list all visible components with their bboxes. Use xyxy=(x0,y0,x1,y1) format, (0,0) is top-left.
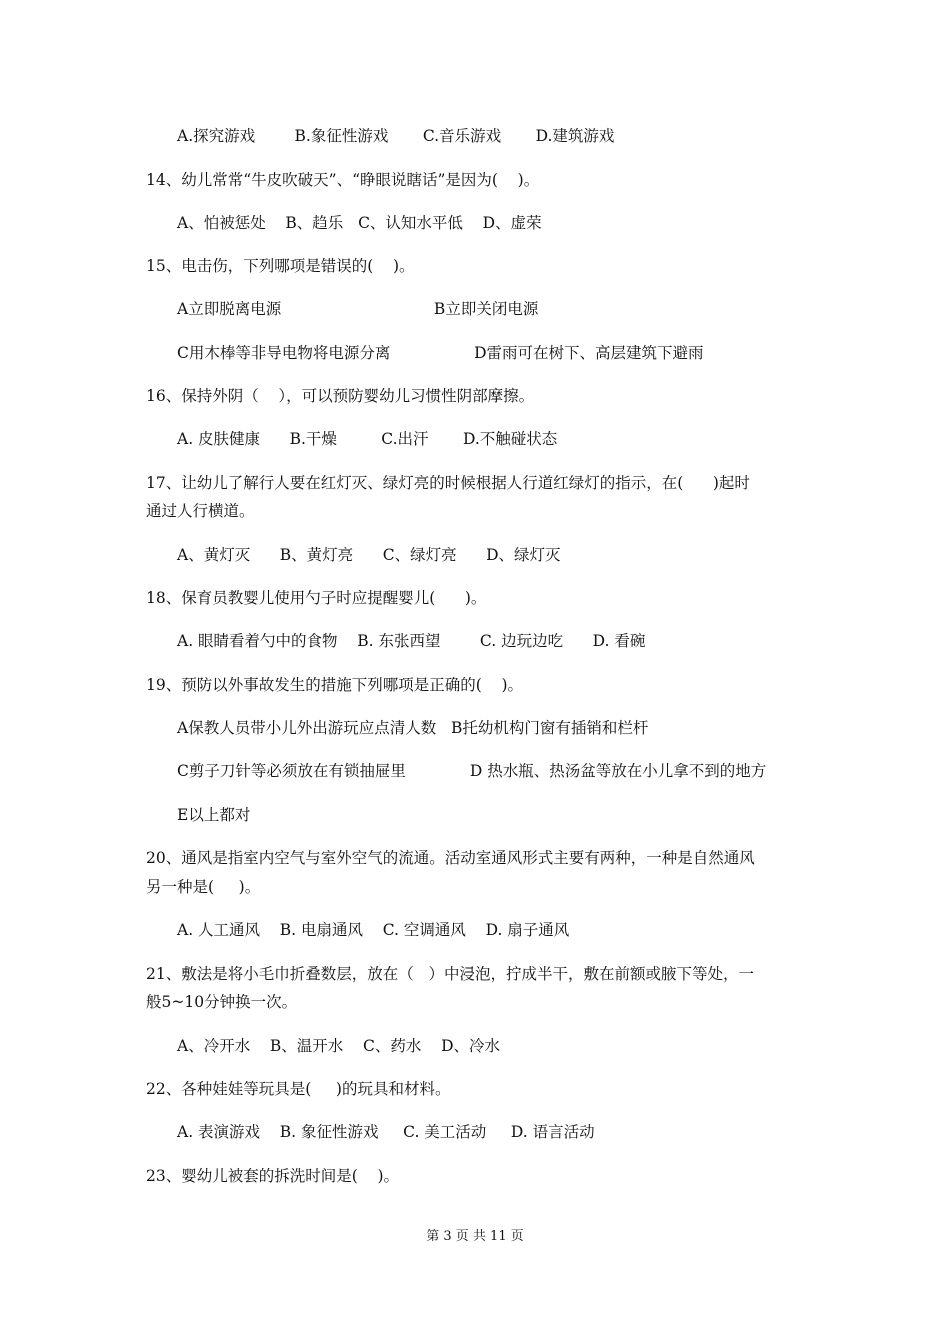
q18-options: A. 眼睛看着勺中的食物 B. 东张西望 C. 边玩边吃 D. 看碗 xyxy=(177,632,646,650)
q19-question: 19、预防以外事故发生的措施下列哪项是正确的( )。 xyxy=(146,676,524,694)
q14-question: 14、幼儿常常“牛皮吹破天”、“睁眼说瞎话”是因为( )。 xyxy=(146,171,540,189)
q22-options: A. 表演游戏 B. 象征性游戏 C. 美工活动 D. 语言活动 xyxy=(177,1123,595,1141)
q17-question-line1: 17、让幼儿了解行人要在红灯灭、绿灯亮的时候根据人行道红绿灯的指示，在( )起时 xyxy=(146,474,750,492)
q21-options: A、冷开水 B、温开水 C、药水 D、冷水 xyxy=(177,1037,500,1055)
q22-question: 22、各种娃娃等玩具是( )的玩具和材料。 xyxy=(146,1080,451,1098)
q20-question-line2: 另一种是( )。 xyxy=(146,878,261,896)
page-footer: 第 3 页 共 11 页 xyxy=(426,1229,524,1244)
q14-options: A、怕被惩处 B、趋乐 C、认知水平低 D、虚荣 xyxy=(177,214,542,232)
q19-options-row3: E以上都对 xyxy=(177,806,251,824)
q16-options: A. 皮肤健康 B.干燥 C.出汗 D.不触碰状态 xyxy=(177,430,558,448)
q18-question: 18、保育员教婴儿使用勺子时应提醒婴儿( )。 xyxy=(146,589,487,607)
q19-options-row2: C剪子刀针等必须放在有锁抽屉里 D 热水瓶、热汤盆等放在小儿拿不到的地方 xyxy=(177,762,767,780)
q20-question-line1: 20、通风是指室内空气与室外空气的流通。活动室通风形式主要有两种，一种是自然通风 xyxy=(146,849,755,867)
q23-question: 23、婴幼儿被套的拆洗时间是( )。 xyxy=(146,1167,400,1185)
q16-question: 16、保持外阴（ ），可以预防婴幼儿习惯性阴部摩擦。 xyxy=(146,387,535,405)
q21-question-line1: 21、敷法是将小毛巾折叠数层，放在（ ）中浸泡，拧成半干，敷在前额或腋下等处，一 xyxy=(146,965,755,983)
q20-options: A. 人工通风 B. 电扇通风 C. 空调通风 D. 扇子通风 xyxy=(177,921,570,939)
q17-options: A、黄灯灭 B、黄灯亮 C、绿灯亮 D、绿灯灭 xyxy=(177,546,561,564)
q19-options-row1: A保教人员带小儿外出游玩应点清人数 B托幼机构门窗有插销和栏杆 xyxy=(177,719,649,737)
q15-question: 15、电击伤，下列哪项是错误的( )。 xyxy=(146,257,415,275)
q21-question-line2: 般5~10分钟换一次。 xyxy=(146,993,298,1011)
q17-question-line2: 通过人行横道。 xyxy=(146,502,255,520)
q15-options-row2: C用木棒等非导电物将电源分离 D雷雨可在树下、高层建筑下避雨 xyxy=(177,344,704,362)
q15-options-row1: A立即脱离电源 B立即关闭电源 xyxy=(177,300,539,318)
q13-options: A.探究游戏 B.象征性游戏 C.音乐游戏 D.建筑游戏 xyxy=(177,127,615,145)
